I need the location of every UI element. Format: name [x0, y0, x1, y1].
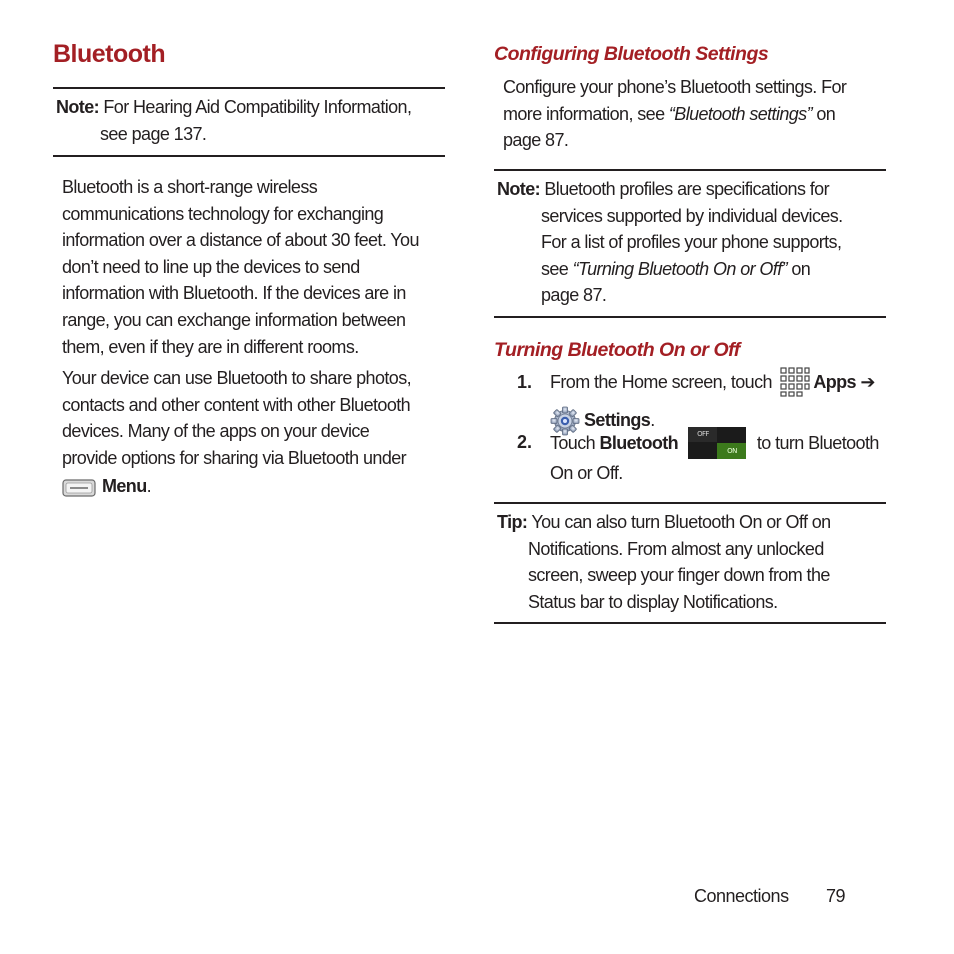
- divider: [494, 502, 886, 504]
- text-line: information over a distance of about 30 feet. You: [62, 230, 419, 251]
- text-line: contacts and other content with other Bluetooth: [62, 394, 411, 415]
- text-fragment: on: [811, 103, 836, 124]
- note-text-line1: For Hearing Aid Compatibility Information,: [103, 97, 412, 117]
- step-number: 1.: [517, 372, 533, 392]
- note-text-line: For a list of profiles your phone supports,: [541, 232, 842, 253]
- intro-paragraph: [62, 174, 419, 360]
- sharing-paragraph: [62, 365, 411, 506]
- settings-label: Settings: [584, 410, 651, 430]
- text-line: [503, 101, 846, 128]
- tip-label: Tip:: [497, 512, 528, 532]
- note-label: Note:: [497, 179, 540, 199]
- step-1: [550, 367, 875, 436]
- text-line: devices. Many of the apps on your device: [62, 421, 370, 442]
- tip-text-line: You can also turn Bluetooth On or Off on: [531, 512, 831, 532]
- step-number: 2.: [517, 432, 533, 452]
- bluetooth-label: Bluetooth: [599, 433, 679, 453]
- menu-key-icon: [62, 478, 96, 506]
- divider: [494, 316, 886, 318]
- text-line: Your device can use Bluetooth to share photos,: [62, 368, 411, 388]
- tip-notifications: [497, 509, 831, 615]
- toggle-off-label: OFF: [688, 427, 717, 442]
- note-label: Note:: [56, 97, 99, 117]
- tip-text-line: Status bar to display Notifications.: [528, 591, 778, 612]
- step-text: From the Home screen, touch: [550, 372, 772, 392]
- menu-line: [62, 473, 411, 506]
- tip-text-line: screen, sweep your finger down from the: [528, 565, 830, 586]
- note-text-line: [497, 256, 843, 283]
- divider: [53, 87, 445, 89]
- toggle-on-label: ON: [717, 443, 746, 459]
- text-line: communications technology for exchanging: [62, 203, 384, 224]
- divider: [494, 169, 886, 171]
- note-text-line: services supported by individual devices.: [541, 205, 843, 226]
- note-profiles: [497, 176, 843, 309]
- step-text: Touch: [550, 433, 596, 453]
- text-line: Bluetooth is a short-range wireless: [62, 177, 318, 197]
- text-line: provide options for sharing via Bluetooth under: [62, 447, 407, 468]
- step-2-line2: On or Off.: [550, 463, 623, 483]
- text-line: don’t need to line up the devices to send: [62, 256, 360, 277]
- arrow: ➔: [860, 372, 875, 392]
- bluetooth-toggle[interactable]: [688, 427, 746, 459]
- tip-text-line: Notifications. From almost any unlocked: [528, 538, 824, 559]
- divider: [494, 622, 886, 624]
- divider: [53, 155, 445, 157]
- note-text-line: Bluetooth profiles are specifications for: [544, 179, 829, 199]
- period: .: [650, 410, 655, 430]
- text-line: Configure your phone’s Bluetooth settings. For: [503, 77, 847, 97]
- link-bluetooth-settings[interactable]: “Bluetooth settings”: [668, 103, 812, 124]
- text-line: range, you can exchange information between: [62, 309, 406, 330]
- step-2: [550, 427, 879, 488]
- note-text-line: page 87.: [541, 285, 607, 306]
- note-hearing-aid: [56, 94, 411, 147]
- text-fragment: see: [541, 258, 573, 279]
- heading-configuring: Configuring Bluetooth Settings: [494, 43, 769, 65]
- text-fragment: more information, see: [503, 103, 669, 124]
- page-number: 79: [826, 886, 846, 906]
- heading-turning: Turning Bluetooth On or Off: [494, 339, 740, 361]
- footer-section: Connections: [694, 886, 789, 906]
- step-text: to turn Bluetooth: [756, 433, 879, 453]
- page-title: Bluetooth: [53, 40, 166, 68]
- apps-label: Apps: [813, 372, 856, 392]
- period: .: [146, 476, 152, 497]
- text-line: information with Bluetooth. If the devices are in: [62, 283, 406, 304]
- menu-label: Menu: [102, 476, 147, 497]
- apps-grid-icon: [780, 367, 810, 406]
- text-line: page 87.: [503, 130, 569, 151]
- link-turning-bluetooth[interactable]: “Turning Bluetooth On or Off”: [572, 258, 787, 279]
- configuring-paragraph: [503, 74, 846, 154]
- text-line: them, even if they are in different rooms.: [62, 336, 359, 357]
- note-text-line2: see page 137.: [100, 123, 207, 144]
- text-fragment: on: [787, 258, 811, 279]
